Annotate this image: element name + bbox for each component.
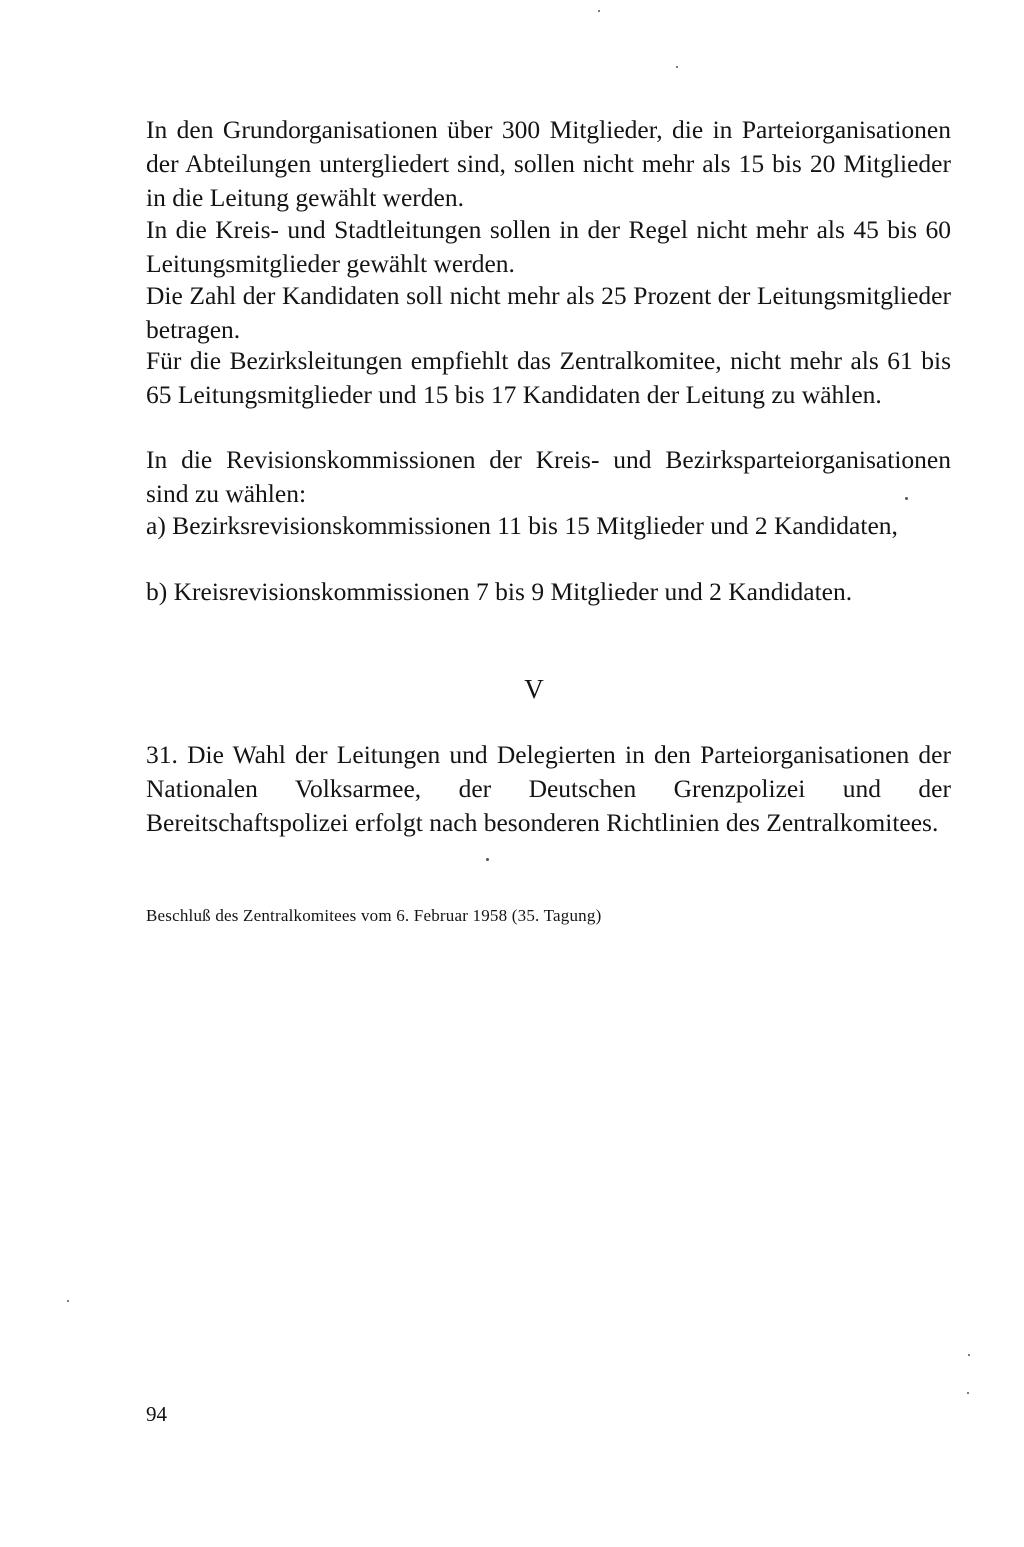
paragraph-kandidaten: Die Zahl der Kandidaten soll nicht mehr als 25 Prozent der Leitungsmitglieder betragen. xyxy=(146,281,951,344)
scan-speck xyxy=(598,10,600,12)
paragraph-kreisleitungen: In die Kreis- und Stadtleitungen sollen in der Regel nicht mehr als 45 bis 60 Leitungsmitglieder gewählt werden. xyxy=(146,215,951,278)
section-heading: V xyxy=(524,674,544,704)
paragraph-revisionskommissionen: In die Revisionskommissionen der Kreis- und Bezirksparteiorganisationen sind zu wählen: xyxy=(146,445,951,508)
scan-speck xyxy=(905,497,908,500)
scan-speck xyxy=(968,1354,970,1356)
scan-speck xyxy=(967,1392,969,1394)
list-item-bezirksrevision: a) Bezirksrevisionskommissionen 11 bis 15 Mitglieder und 2 Kandidaten, xyxy=(146,511,898,540)
scan-speck xyxy=(486,858,489,861)
paragraph-bezirksleitungen: Für die Bezirksleitungen empfiehlt das Zentralkomitee, nicht mehr als 61 bis 65 Leitungsmitglieder und 15 bis 17 Kandidaten der Leitung zu wählen. xyxy=(146,346,951,409)
paragraph-section-31: 31. Die Wahl der Leitungen und Delegierten in den Parteiorganisationen der Nationalen Volksarmee, der Deutschen Grenzpolizei und der Bereitschaftspolizei erfolgt nach besonderen Richtlinien des Zentralkomitees. xyxy=(146,740,951,837)
scan-speck xyxy=(67,1300,69,1302)
source-note: Beschluß des Zentralkomitees vom 6. Februar 1958 (35. Tagung) xyxy=(146,906,602,925)
scan-speck xyxy=(676,66,678,68)
list-item-kreisrevision: b) Kreisrevisionskommissionen 7 bis 9 Mitglieder und 2 Kandidaten. xyxy=(146,577,853,606)
page-number: 94 xyxy=(146,1402,167,1426)
paragraph-grundorganisationen: In den Grundorganisationen über 300 Mitglieder, die in Parteiorganisationen der Abteilungen untergliedert sind, sollen nicht mehr als 15 bis 20 Mitglieder in die Leitung gewählt werden. xyxy=(146,115,951,212)
